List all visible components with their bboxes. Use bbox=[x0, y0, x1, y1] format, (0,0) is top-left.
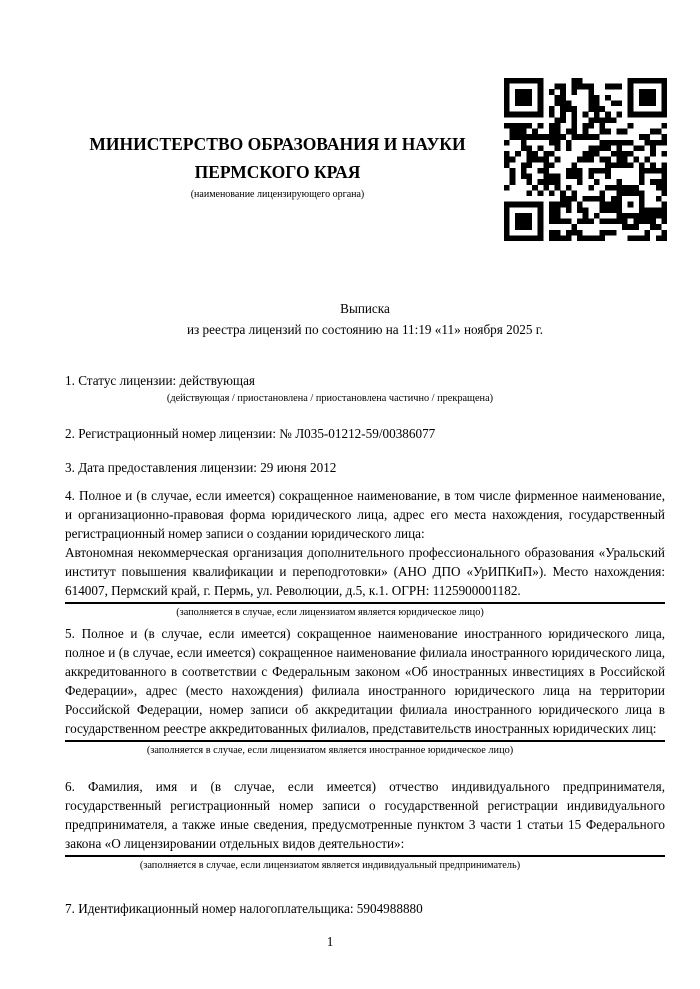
foreign-entity-caption: (заполняется в случае, если лицензиатом является иностранное юридическое лицо) bbox=[146, 745, 514, 756]
legal-entity-caption: (заполняется в случае, если лицензиатом является юридическое лицо) bbox=[176, 607, 484, 618]
ministry-name-line1: МИНИСТЕРСТВО ОБРАЗОВАНИЯ И НАУКИ bbox=[89, 134, 466, 154]
license-status: 1. Статус лицензии: действующая bbox=[65, 373, 256, 388]
license-registration-number: 2. Регистрационный номер лицензии: № Л035-01212-59/00386077 bbox=[65, 426, 436, 441]
entrepreneur-label: 6. Фамилия, имя и (в случае, если имеется) отчество индивидуального предпринимателя, государственный регистрационный номер записи о государственной регистрации индивидуального предпринимателя, а также иные сведения, предусмотренные пунктом 3 части 1 статьи 15 Федерального закона «О лицензировании отдельных видов деятельности»: bbox=[65, 779, 665, 851]
entrepreneur-caption: (заполняется в случае, если лицензиатом является индивидуальный предприниматель) bbox=[139, 860, 521, 871]
ministry-caption: (наименование лицензирующего органа) bbox=[190, 189, 365, 200]
license-grant-date: 3. Дата предоставления лицензии: 29 июня 2012 bbox=[65, 460, 337, 475]
ministry-name-line2: ПЕРМСКОГО КРАЯ bbox=[194, 162, 361, 182]
document-title-line1: Выписка bbox=[340, 301, 390, 316]
legal-entity-label: 4. Полное и (в случае, если имеется) сокращенное наименование, в том числе фирменное наименование, и организационно-правовая форма юридического лица, адрес его места нахождения, государственный регистрационный номер записи о создании юридического лица: bbox=[65, 488, 665, 541]
legal-entity-value: Автономная некоммерческая организация дополнительного профессионального образования «Уральский институт повышения квалификации и переподготовки» (АНО ДПО «УрИПКиП»). Место нахождения: 614007, Пермский край, г. Пермь, ул. Революции, д.5, к.1. ОГРН: 1125900001182. bbox=[65, 545, 665, 598]
page-number: 1 bbox=[326, 934, 334, 949]
fill-line-legal-entity bbox=[65, 602, 665, 604]
qr-code-icon bbox=[504, 78, 667, 241]
fill-line-foreign-entity bbox=[65, 740, 665, 742]
document-header bbox=[65, 0, 490, 201]
ministry-name bbox=[65, 130, 490, 186]
taxpayer-number: 7. Идентификационный номер налогоплательщика: 5904988880 bbox=[65, 901, 423, 916]
license-status-caption: (действующая / приостановлена / приостановлена частично / прекращена) bbox=[166, 393, 494, 404]
fill-line-entrepreneur bbox=[65, 855, 665, 857]
document-title-line2: из реестра лицензий по состоянию на 11:19 «11» ноября 2025 г. bbox=[186, 322, 544, 337]
foreign-entity-label: 5. Полное и (в случае, если имеется) сокращенное наименование иностранного юридического лица, полное и (в случае, если имеется) сокращенное наименование филиала иностранного юридического лица, аккредитованного в соответствии с Федеральным законом «Об иностранных инвестициях в Российской Федерации», адрес (место нахождения) филиала иностранного юридического лица на территории Российской Федерации, номер записи об аккредитации филиала иностранного юридического лица в государственном реестре аккредитованных филиалов, представительств иностранных юридических лиц: bbox=[65, 626, 665, 736]
document-title bbox=[65, 298, 665, 340]
